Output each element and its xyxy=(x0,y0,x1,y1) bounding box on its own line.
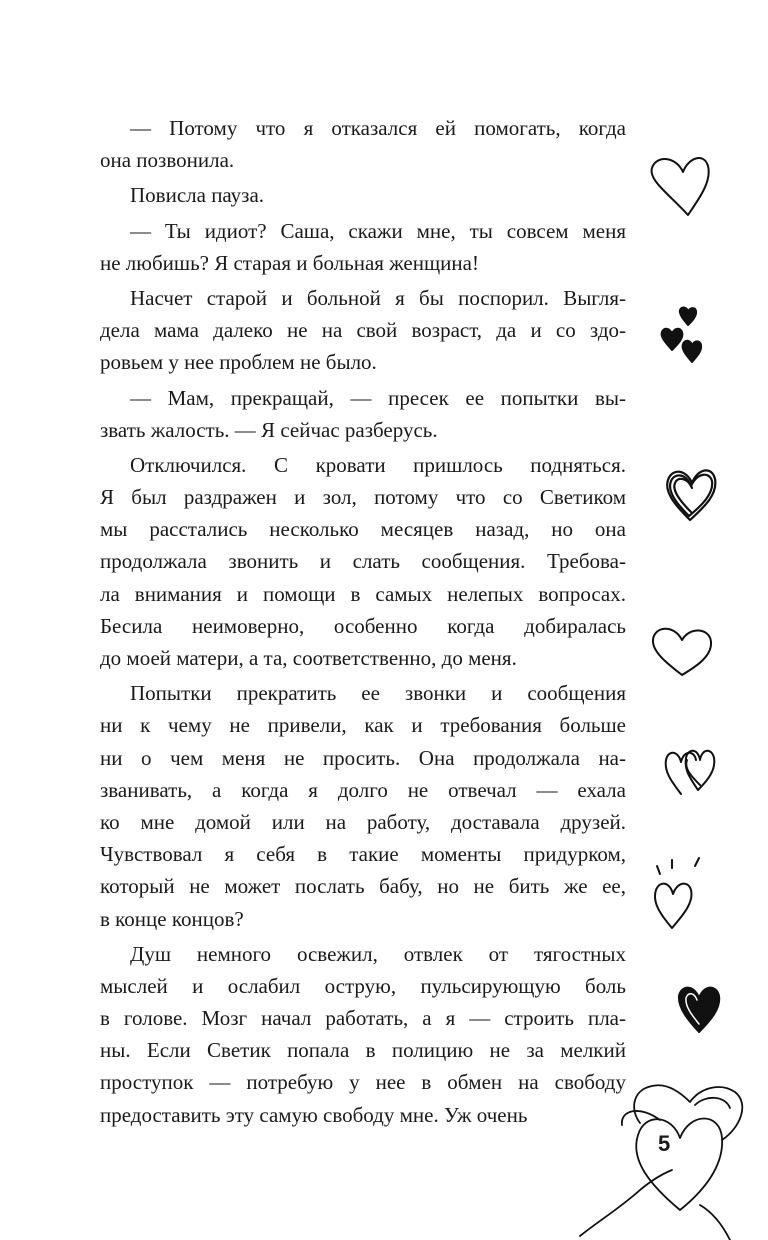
text-line: ровьем у нее проблем не было. xyxy=(100,350,377,375)
text-line: ни о чем меня не просить. Она продолжала на- xyxy=(100,745,626,770)
text-line: мы расстались несколько месяцев назад, но она xyxy=(100,517,626,542)
text-line: Попытки прекратить ее звонки и сообщения xyxy=(130,681,626,706)
text-line: дела мама далеко не на свой возраст, да и со здо- xyxy=(100,318,626,343)
text-line: мыслей и ослабил острую, пульсирующую боль xyxy=(100,973,626,998)
heart-icon xyxy=(679,988,719,1032)
paragraph xyxy=(100,179,626,211)
text-line: ны. Если Светик попала в полицию не за мелкий xyxy=(100,1038,626,1063)
paragraph xyxy=(100,938,626,1131)
text-line: Повисла пауза. xyxy=(130,183,265,208)
paragraph xyxy=(100,449,626,674)
text-line: званивать, а когда я долго не отвечал — ехала xyxy=(100,777,626,802)
body-text xyxy=(100,112,626,1134)
heart-icon xyxy=(655,858,699,928)
paragraph xyxy=(100,677,626,935)
text-line: который не может послать бабу, но не бить же ее, xyxy=(100,874,626,899)
heart-icon xyxy=(653,629,711,675)
text-line: звать жалость. — Я сейчас разберусь. xyxy=(100,417,438,442)
text-line: ни к чему не привели, как и требования больше xyxy=(100,713,626,738)
text-line: проступок — потребую у нее в обмен на свободу xyxy=(100,1070,626,1095)
text-line: Отключился. С кровати пришлось подняться. xyxy=(130,452,626,477)
text-line: — Потому что я отказался ей помогать, когда xyxy=(130,116,626,140)
paragraph xyxy=(100,215,626,279)
text-line: — Ты идиот? Саша, скажи мне, ты совсем меня xyxy=(130,218,626,243)
paragraph xyxy=(100,112,626,176)
text-line: Чувствовал я себя в такие моменты придурком, xyxy=(100,842,626,867)
heart-icon xyxy=(652,158,709,215)
text-line: предоставить эту самую свободу мне. Уж очень xyxy=(100,1102,528,1127)
heart-icon xyxy=(662,308,702,362)
text-line: ла внимания и помощи в самых нелепых вопросах. xyxy=(100,581,626,606)
text-line: не любишь? Я старая и больная женщина! xyxy=(100,250,479,275)
text-line: — Мам, прекращай, — пресек ее попытки вы- xyxy=(130,385,626,410)
text-line: продолжала звонить и слать сообщения. Требова- xyxy=(100,549,626,574)
heart-icon xyxy=(667,470,715,520)
text-line: Бесила неимоверно, особенно когда добиралась xyxy=(100,613,626,638)
text-line: ко мне домой или на работу, доставала друзей. xyxy=(100,809,626,834)
text-line: в конце концов? xyxy=(100,906,244,931)
text-line: она позвонила. xyxy=(100,148,235,173)
heart-icon xyxy=(666,751,715,794)
text-line: в голове. Мозг начал работать, а я — строить пла- xyxy=(100,1006,626,1031)
text-line: Душ немного освежил, отвлек от тягостных xyxy=(130,941,626,966)
paragraph xyxy=(100,382,626,446)
text-line: Насчет старой и больной я бы поспорил. Выгля- xyxy=(130,285,626,310)
paragraph xyxy=(100,282,626,379)
text-line: Я был раздражен и зол, потому что со Светиком xyxy=(100,485,626,510)
page-number: 5 xyxy=(658,1131,671,1156)
text-line: до моей матери, а та, соответственно, до меня. xyxy=(100,646,517,670)
